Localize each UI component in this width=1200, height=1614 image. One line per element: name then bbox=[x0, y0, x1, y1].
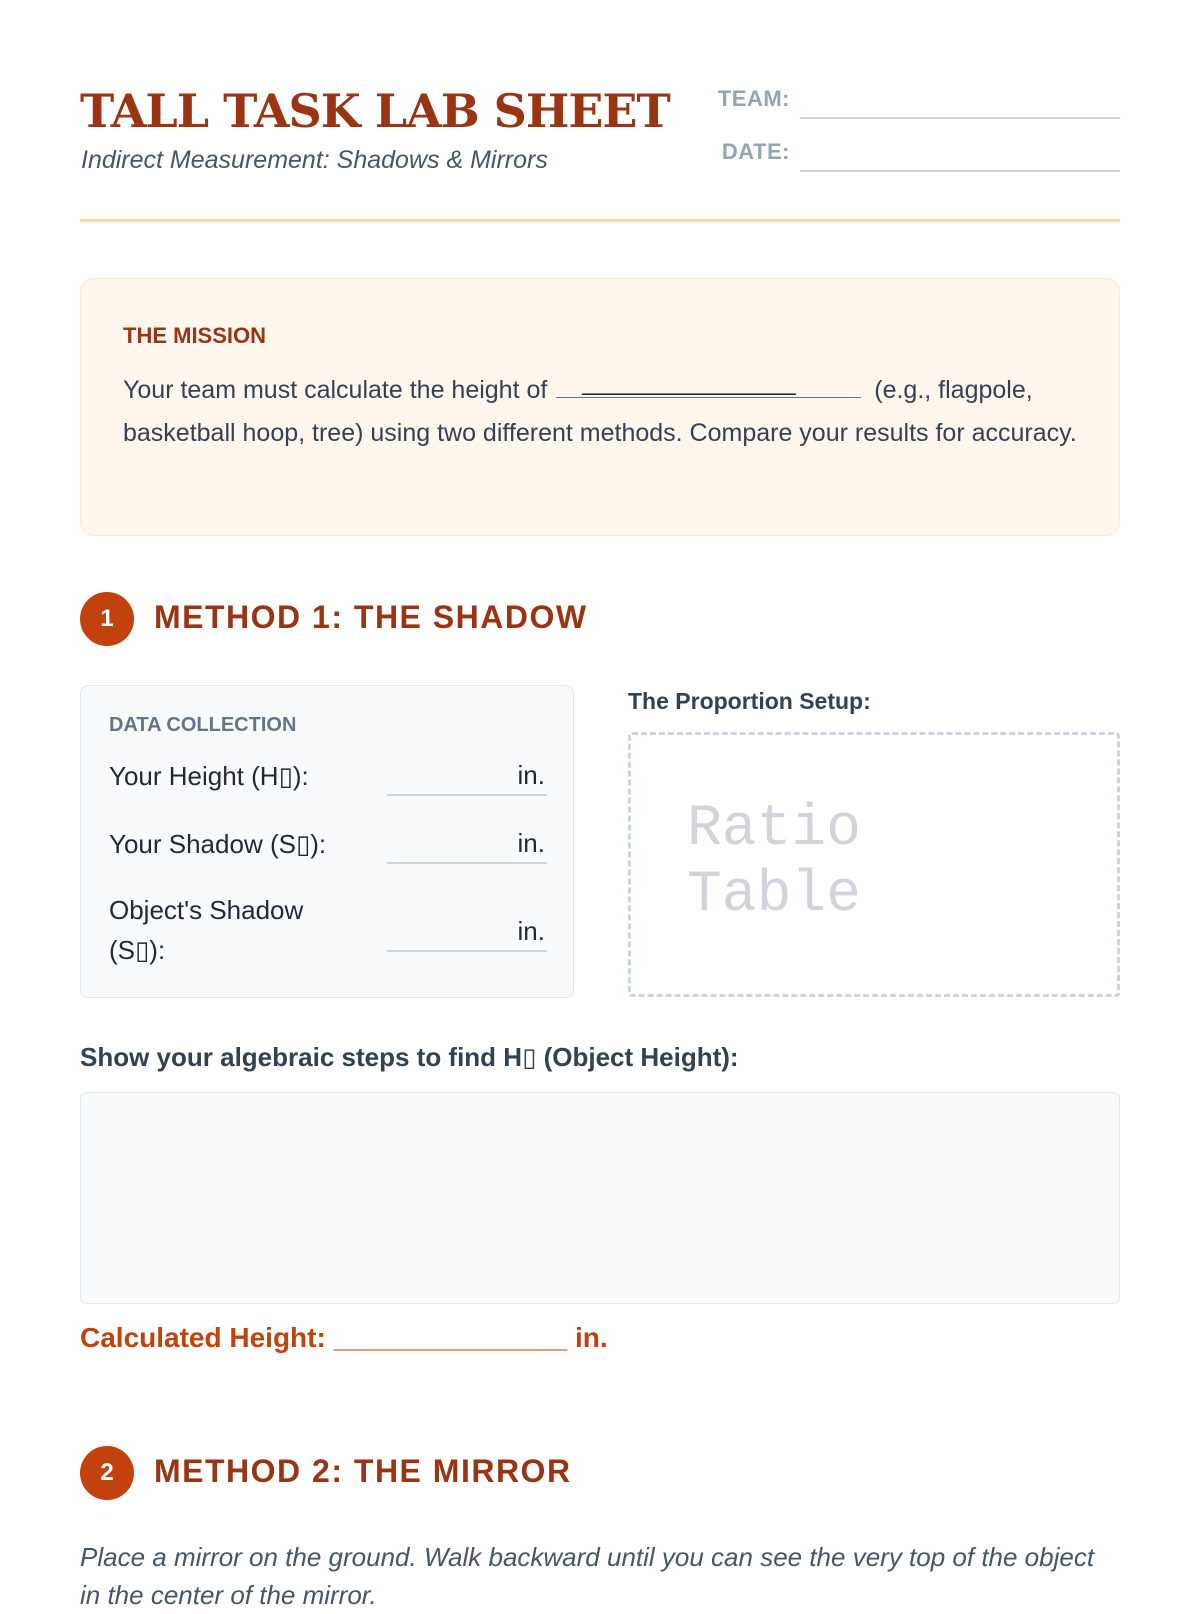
object-shadow-field[interactable] bbox=[387, 950, 547, 952]
calculated-height: Calculated Height: _______________ in. bbox=[80, 1322, 608, 1353]
ratio-table-placeholder: Ratio Table bbox=[687, 797, 862, 928]
your-shadow-label: Your Shadow (S▯): bbox=[109, 829, 327, 859]
your-shadow-field[interactable] bbox=[387, 862, 547, 864]
your-shadow-unit: in. bbox=[517, 828, 545, 858]
mirror-instructions: Place a mirror on the ground. Walk backward until you can see the very top of the object in the center of the mirror. bbox=[80, 1542, 1095, 1610]
method-1-title: METHOD 1: THE SHADOW bbox=[154, 599, 588, 635]
method-2-title: METHOD 2: THE MIRROR bbox=[154, 1453, 572, 1489]
header-divider bbox=[80, 219, 1120, 222]
proportion-box[interactable] bbox=[628, 732, 1120, 997]
mission-text-end: (e.g., flagpole, basketball hoop, tree) using two different methods. Compare your results for accuracy. bbox=[123, 376, 1077, 447]
mission-text bbox=[123, 369, 1077, 455]
object-name-blank: ________________ bbox=[582, 369, 796, 396]
your-height-field[interactable] bbox=[387, 794, 547, 796]
method-2-badge: 2 bbox=[80, 1446, 134, 1500]
page-title: TALL TASK LAB SHEET bbox=[80, 84, 670, 138]
your-height-label: Your Height (H▯): bbox=[109, 761, 309, 791]
object-shadow-label: Object's Shadow (S▯): bbox=[109, 895, 304, 965]
algebraic-steps-label: Show your algebraic steps to find H▯ (Object Height): bbox=[80, 1042, 739, 1072]
object-shadow-unit: in. bbox=[517, 916, 545, 946]
proportion-label: The Proportion Setup: bbox=[628, 688, 871, 714]
page-subtitle: Indirect Measurement: Shadows & Mirrors bbox=[81, 146, 548, 174]
team-field[interactable] bbox=[800, 117, 1120, 119]
your-height-unit: in. bbox=[517, 760, 545, 790]
mission-text-start: Your team must calculate the height of bbox=[123, 376, 548, 404]
mission-box bbox=[80, 278, 1120, 536]
object-name-field[interactable] bbox=[556, 369, 861, 398]
mission-heading: THE MISSION bbox=[123, 323, 267, 348]
date-label: DATE: bbox=[721, 139, 790, 164]
data-collection-heading: DATA COLLECTION bbox=[109, 714, 297, 736]
date-field[interactable] bbox=[800, 170, 1120, 172]
data-collection-panel bbox=[80, 685, 574, 998]
team-label: TEAM: bbox=[717, 86, 790, 111]
algebraic-steps-box[interactable] bbox=[80, 1092, 1120, 1304]
method-1-badge: 1 bbox=[80, 592, 134, 646]
